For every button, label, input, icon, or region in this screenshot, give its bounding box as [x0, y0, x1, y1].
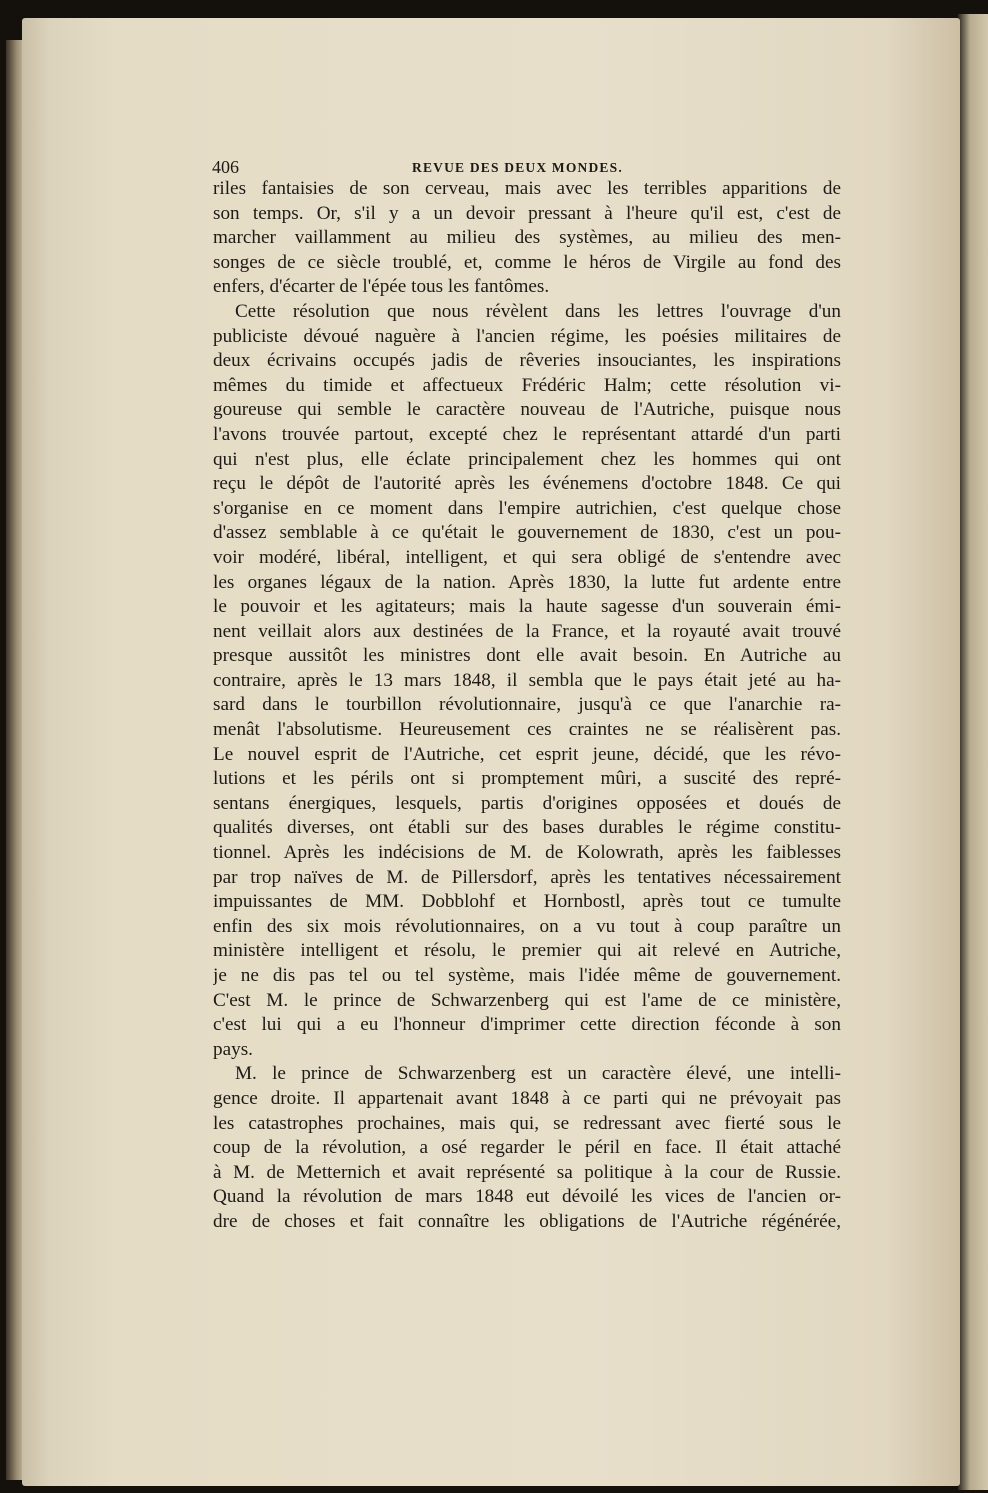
text-line: enfin des six mois révolutionnaires, on a vu tout à coup paraître un	[213, 915, 841, 937]
text-line: Le nouvel esprit de l'Autriche, cet esprit jeune, décidé, que les révo-	[213, 743, 841, 765]
text-line: riles fantaisies de son cerveau, mais avec les terribles apparitions de	[213, 178, 841, 199]
text-line: pays.	[213, 1038, 253, 1060]
text-line: qui n'est plus, elle éclate principalement chez les hommes qui ont	[213, 448, 841, 470]
text-line: reçu le dépôt de l'autorité après les événemens d'octobre 1848. Ce qui	[213, 473, 841, 495]
text-line: qualités diverses, ont établi sur des bases durables le régime constitu-	[213, 817, 841, 839]
text-line: coup de la révolution, a osé regarder le péril en face. Il était attaché	[213, 1137, 841, 1159]
page-header	[212, 157, 842, 179]
text-line: publiciste dévoué naguère à l'ancien régime, les poésies militaires de	[213, 325, 841, 347]
text-line: tionnel. Après les indécisions de M. de Kolowrath, après les faiblesses	[213, 842, 841, 864]
text-line: les catastrophes prochaines, mais qui, se redressant avec fierté sous le	[213, 1112, 841, 1134]
text-line: à M. de Metternich et avait représenté sa politique à la cour de Russie.	[213, 1161, 841, 1183]
text-line: dre de choses et fait connaître les obligations de l'Autriche régénérée,	[213, 1210, 841, 1232]
text-line: presque aussitôt les ministres dont elle avait besoin. En Autriche au	[213, 645, 841, 667]
text-line: songes de ce siècle troublé, et, comme le héros de Virgile au fond des	[213, 251, 841, 273]
text-line: marcher vaillamment au milieu des systèmes, au milieu des men-	[213, 227, 841, 249]
text-line: contraire, après le 13 mars 1848, il sembla que le pays était jeté au ha-	[213, 669, 841, 691]
text-line: les organes légaux de la nation. Après 1830, la lutte fut ardente entre	[213, 571, 841, 593]
text-line: goureuse qui semble le caractère nouveau de l'Autriche, puisque nous	[213, 399, 841, 421]
text-line: lutions et les périls ont si promptement mûri, a suscité des repré-	[213, 768, 841, 790]
text-line: M. le prince de Schwarzenberg est un caractère élevé, une intelli-	[235, 1063, 841, 1085]
text-line: sard dans le tourbillon révolutionnaire, jusqu'à ce que l'anarchie ra-	[213, 694, 841, 716]
text-line: par trop naïves de M. de Pillersdorf, après les tentatives nécessairement	[213, 866, 841, 888]
text-line: Quand la révolution de mars 1848 eut dévoilé les vices de l'ancien or-	[213, 1186, 841, 1208]
body-text	[213, 177, 841, 1235]
text-line: ministère intelligent et résolu, le premier qui ait relevé en Autriche,	[213, 940, 841, 962]
text-line: c'est lui qui a eu l'honneur d'imprimer cette direction féconde à son	[213, 1014, 841, 1036]
text-line: voir modéré, libéral, intelligent, et qui sera obligé de s'entendre avec	[213, 546, 841, 568]
text-line: C'est M. le prince de Schwarzenberg qui est l'ame de ce ministère,	[213, 989, 841, 1011]
text-line: impuissantes de MM. Dobblohf et Hornbostl, après tout ce tumulte	[213, 891, 841, 913]
text-line: s'organise en ce moment dans l'empire autrichien, c'est quelque chose	[213, 497, 841, 519]
text-line: gence droite. Il appartenait avant 1848 à ce parti qui ne prévoyait pas	[213, 1087, 841, 1109]
text-line: enfers, d'écarter de l'épée tous les fantômes.	[213, 276, 550, 298]
running-title: REVUE DES DEUX MONDES.	[412, 160, 623, 175]
text-line: menât l'absolutisme. Heureusement ces craintes ne se réalisèrent pas.	[213, 719, 841, 741]
right-page-edge	[958, 14, 988, 1490]
text-line: son temps. Or, s'il y a un devoir pressant à l'heure qu'il est, c'est de	[213, 202, 841, 224]
text-line: l'avons trouvée partout, excepté chez le représentant attardé d'un parti	[213, 423, 841, 445]
text-line: Cette résolution que nous révèlent dans les lettres l'ouvrage d'un	[235, 300, 841, 322]
text-line: mêmes du timide et affectueux Frédéric Halm; cette résolution vi-	[213, 374, 841, 396]
text-line: sentans énergiques, lesquels, partis d'origines opposées et doués de	[213, 792, 841, 814]
text-line: d'assez semblable à ce qu'était le gouvernement de 1830, c'est un pou-	[213, 522, 841, 544]
page-number: 406	[212, 157, 239, 177]
text-line: je ne dis pas tel ou tel système, mais l'idée même de gouvernement.	[213, 965, 841, 986]
text-line: nent veillait alors aux destinées de la France, et la royauté avait trouvé	[213, 620, 841, 642]
text-line: le pouvoir et les agitateurs; mais la haute sagesse d'un souverain émi-	[213, 596, 841, 618]
text-line: deux écrivains occupés jadis de rêveries insouciantes, les inspirations	[213, 350, 841, 372]
